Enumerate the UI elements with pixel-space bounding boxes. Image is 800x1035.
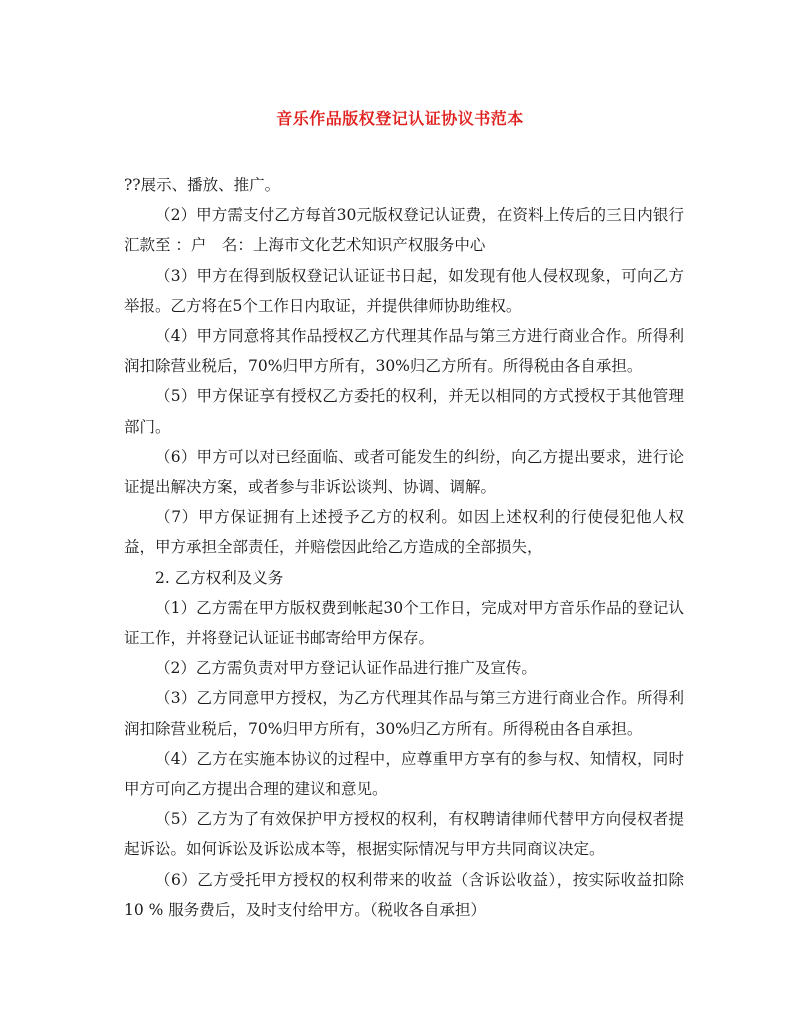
paragraph-b5: （5）乙方为了有效保护甲方授权的权利，有权聘请律师代替甲方向侵权者提起诉讼。如何诉讼及诉讼成本等，根据实际情况与甲方共同商议决定。 xyxy=(124,810,684,859)
paragraph-a5: （5）甲方保证享有授权乙方委托的权利，并无以相同的方式授权于其他管理部门。 xyxy=(124,387,684,436)
section-heading-2: 2. 乙方权利及义务 xyxy=(155,568,284,587)
document-title: 音乐作品版权登记认证协议书范本 xyxy=(276,109,524,128)
paragraph-intro: ??展示、播放、推广。 xyxy=(124,176,281,194)
paragraph-b2: （2）乙方需负责对甲方登记认证作品进行推广及宣传。 xyxy=(155,659,537,678)
paragraph-a4: （4）甲方同意将其作品授权乙方代理其作品与第三方进行商业合作。所得利润扣除营业税后，70%归甲方所有，30%归乙方所有。所得税由各自承担。 xyxy=(124,327,684,376)
document-body xyxy=(124,170,684,925)
paragraph-b4: （4）乙方在实施本协议的过程中，应尊重甲方享有的参与权、知情权，同时甲方可向乙方提出合理的建议和意见。 xyxy=(124,749,684,799)
paragraph-b1: （1）乙方需在甲方版权费到帐起30个工作日，完成对甲方音乐作品的登记认证工作，并将登记认证证书邮寄给甲方保存。 xyxy=(124,598,684,648)
paragraph-b3: （3）乙方同意甲方授权，为乙方代理其作品与第三方进行商业合作。所得利润扣除营业税后，70%归甲方所有，30%归乙方所有。所得税由各自承担。 xyxy=(124,689,684,738)
paragraph-a7: （7）甲方保证拥有上述授予乙方的权利。如因上述权利的行使侵犯他人权益，甲方承担全部责任，并赔偿因此给乙方造成的全部损失， xyxy=(124,508,684,557)
paragraph-a3: （3）甲方在得到版权登记认证证书日起，如发现有他人侵权现象，可向乙方举报。乙方将在5个工作日内取证，并提供律师协助维权。 xyxy=(124,266,684,315)
paragraph-b6: （6）乙方受托甲方授权的权利带来的收益（含诉讼收益），按实际收益扣除10 % 服务费后，及时支付给甲方。（税收各自承担） xyxy=(124,870,684,919)
paragraph-a2: （2）甲方需支付乙方每首30元版权登记认证费，在资料上传后的三日内银行汇款至 ：户 名：上海市文化艺术知识产权服务中心 xyxy=(124,206,684,255)
paragraph-a6: （6）甲方可以对已经面临、或者可能发生的纠纷，向乙方提出要求，进行论证提出解决方案，或者参与非诉讼谈判、协调、调解。 xyxy=(124,447,684,497)
